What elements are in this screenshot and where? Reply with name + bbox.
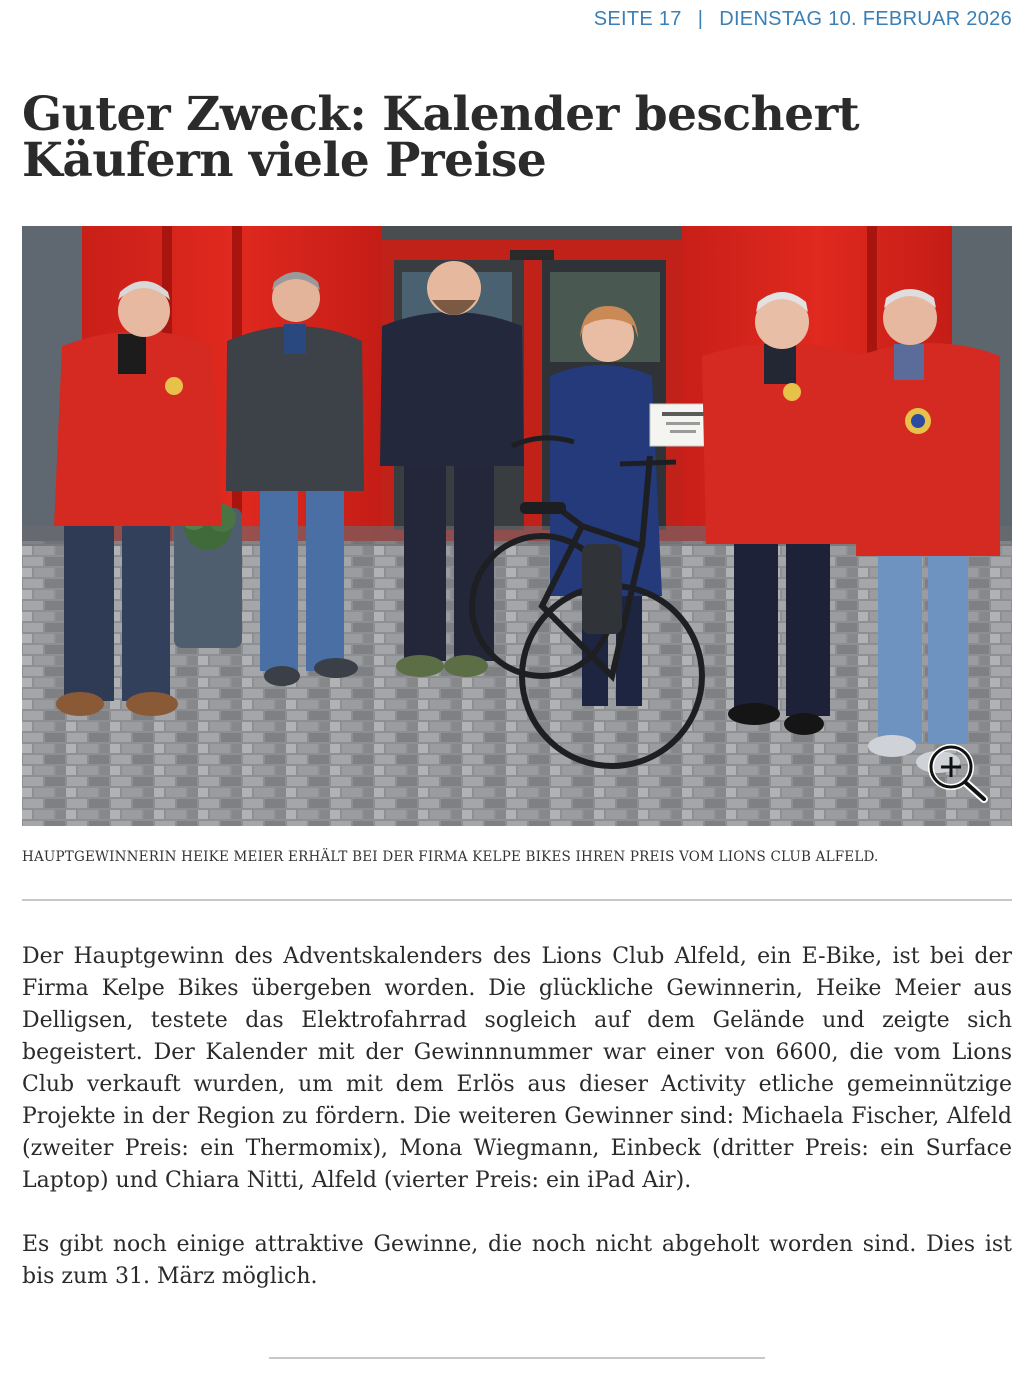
page-date-line xyxy=(594,8,1012,31)
divider xyxy=(22,899,1012,901)
article-body xyxy=(22,941,1012,1293)
zoom-in-icon xyxy=(924,742,990,804)
zoom-in-button[interactable] xyxy=(924,742,990,804)
paragraph: Der Hauptgewinn des Adventskalenders des Lions Club Alfeld, ein E-Bike, ist bei der Firma Kelpe Bikes übergeben worden. Die glückliche Gewinnerin, Heike Meier aus Delligsen, testete das Elektrofahrrad sogleich auf dem Gelände und zeigte sich begeistert. Der Kalender mit der Gewinnnummer war einer von 6600, die vom Lions Club verkauft wurden, um mit dem Erlös aus dieser Activity etliche gemeinnützige Projekte in der Region zu fördern. Die weiteren Gewinner sind: Michaela Fischer, Alfeld (zweiter Preis: ein Thermomix), Mona Wiegmann, Einbeck (dritter Preis: ein Surface Laptop) und Chiara Nitti, Alfeld (vierter Preis: ein iPad Air). xyxy=(22,944,1012,1193)
issue-date: DIENSTAG 10. FEBRUAR 2026 xyxy=(719,8,1012,30)
photo-scene xyxy=(22,226,1012,826)
article-photo[interactable] xyxy=(22,226,1012,826)
article-headline: Guter Zweck: Kalender beschert Käufern viele Preise xyxy=(22,87,860,188)
page-number: SEITE 17 xyxy=(593,8,682,30)
end-divider xyxy=(269,1357,765,1359)
paragraph: Es gibt noch einige attraktive Gewinne, die noch nicht abgeholt worden sind. Dies ist bis zum 31. März möglich. xyxy=(22,1232,1012,1289)
separator: | xyxy=(697,8,704,30)
photo-caption: HAUPTGEWINNERIN HEIKE MEIER ERHÄLT BEI DER FIRMA KELPE BIKES IHREN PREIS VOM LIONS CLUB ALFELD. xyxy=(22,849,879,865)
